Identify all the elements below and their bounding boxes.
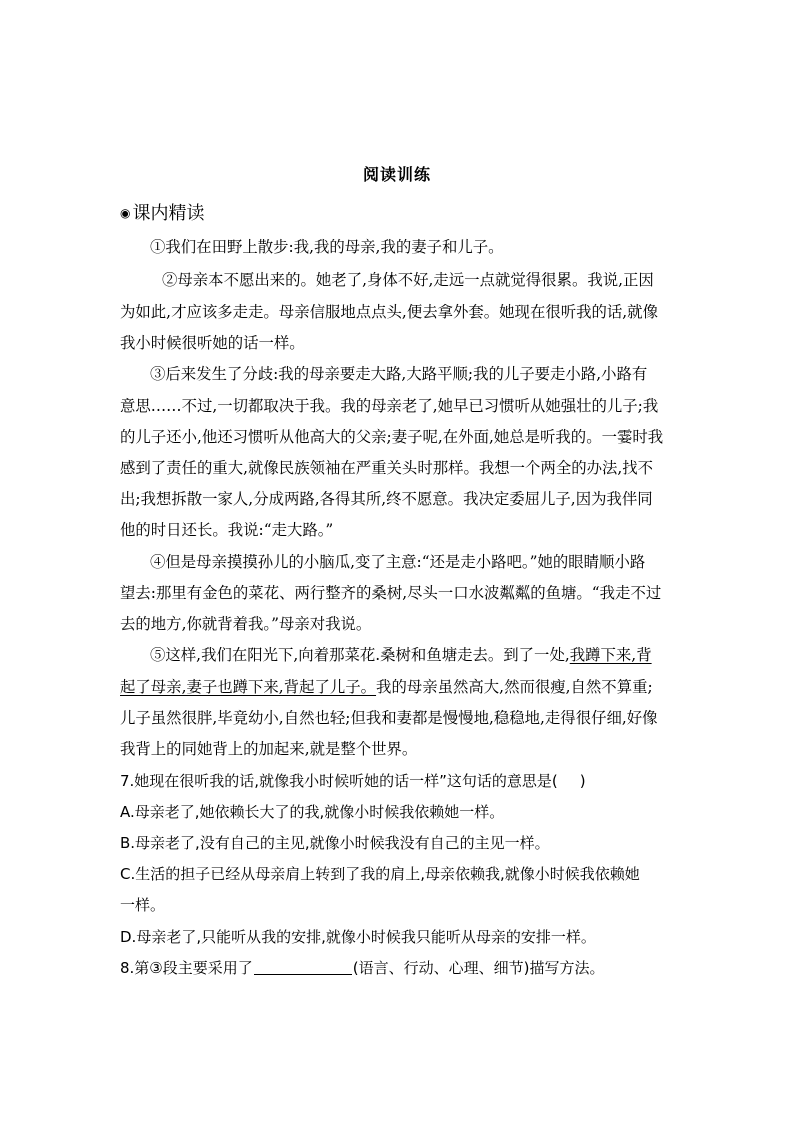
- passage-paragraph-3-line-4: 感到了责任的重大,就像民族领袖在严重关头时那样。我想一个两全的办法,找不: [120, 459, 654, 477]
- question-8-text-end: (语言、行动、心理、细节)描写方法。: [352, 959, 605, 977]
- passage-paragraph-5-line-4: 我背上的同她背上的加起来,就是整个世界。: [120, 740, 418, 758]
- question-7-option-c-line-1: C.生活的担子已经从母亲肩上转到了我的肩上,母亲依赖我,就像小时候我依赖她: [120, 865, 640, 883]
- passage-paragraph-5-line-1: [150, 645, 652, 665]
- question-7-close-paren: ): [579, 772, 586, 790]
- question-7-text: 7.她现在很听我的话,就像我小时候听她的话一样”这句话的意思是(: [120, 772, 558, 790]
- passage-paragraph-3-line-3: 的儿子还小,他还习惯听从他高大的父亲;妻子呢,在外面,她总是听我的。一霎时我: [120, 428, 664, 446]
- question-7-option-b: B.母亲老了,没有自己的主见,就像小时候我没有自己的主见一样。: [120, 834, 550, 852]
- answer-blank[interactable]: [254, 960, 352, 975]
- question-8: [120, 958, 604, 978]
- question-7-option-c-line-2: 一样。: [120, 896, 166, 914]
- passage-paragraph-4-line-2: 望去:那里有金色的菜花、两行整齐的桑树,尽头一口水波粼粼的鱼塘。“我走不过: [120, 584, 662, 602]
- bullet-icon: ◉: [120, 206, 131, 220]
- passage-paragraph-3-line-1: ③后来发生了分歧:我的母亲要走大路,大路平顺;我的儿子要走小路,小路有: [150, 365, 648, 383]
- passage-text: 我的母亲虽然高大,然而很瘦,自然不算重;: [376, 678, 653, 696]
- passage-paragraph-2-line-1: ②母亲本不愿出来的。她老了,身体不好,走远一点就觉得很累。我说,正因: [162, 271, 654, 289]
- passage-paragraph-4-line-3: 去的地方,你就背着我。”母亲对我说。: [120, 615, 372, 633]
- passage-paragraph-1: ①我们在田野上散步:我,我的母亲,我的妻子和儿子。: [150, 238, 504, 256]
- passage-paragraph-2-line-2: 为如此,才应该多走走。母亲信服地点点头,便去拿外套。她现在很听我的话,就像: [120, 303, 658, 321]
- passage-paragraph-3-line-5: 出;我想拆散一家人,分成两路,各得其所,终不愿意。我决定委屈儿子,因为我伴同: [120, 490, 653, 508]
- question-7-option-d: D.母亲老了,只能听从我的安排,就像小时候我只能听从母亲的安排一样。: [120, 928, 596, 946]
- passage-paragraph-5-line-3: 儿子虽然很胖,毕竟幼小,自然也轻;但我和妻都是慢慢地,稳稳地,走得很仔细,好像: [120, 709, 658, 727]
- question-7-stem: [120, 771, 586, 791]
- underlined-sentence-part-2: 起了母亲,妻子也蹲下来,背起了儿子。: [120, 678, 377, 696]
- passage-text: ⑤这样,我们在阳光下,向着那菜花.桑树和鱼塘走去。到了一处,: [150, 646, 570, 664]
- passage-paragraph-4-line-1: ④但是母亲摸摸孙儿的小脑瓜,变了主意:“还是走小路吧。”她的眼睛顺小路: [150, 553, 646, 571]
- passage-paragraph-3-line-2: 意思……不过,一切都取决于我。我的母亲老了,她早已习惯听从她强壮的儿子;我: [120, 397, 659, 415]
- passage-paragraph-5-line-2: [120, 677, 653, 697]
- question-8-text: 8.第③段主要采用了: [120, 959, 253, 977]
- passage-paragraph-3-line-6: 他的时日还长。我说:“走大路。”: [120, 521, 334, 539]
- passage-paragraph-2-line-3: 我小时候很听她的话一样。: [120, 334, 305, 352]
- section-label: 课内精读: [132, 203, 205, 224]
- section-heading: [120, 199, 204, 225]
- underlined-sentence-part-1: 我蹲下来,背: [569, 646, 652, 664]
- question-7-option-a: A.母亲老了,她依赖长大了的我,就像小时候我依赖她一样。: [120, 803, 505, 821]
- page-title: 阅读训练: [362, 165, 431, 184]
